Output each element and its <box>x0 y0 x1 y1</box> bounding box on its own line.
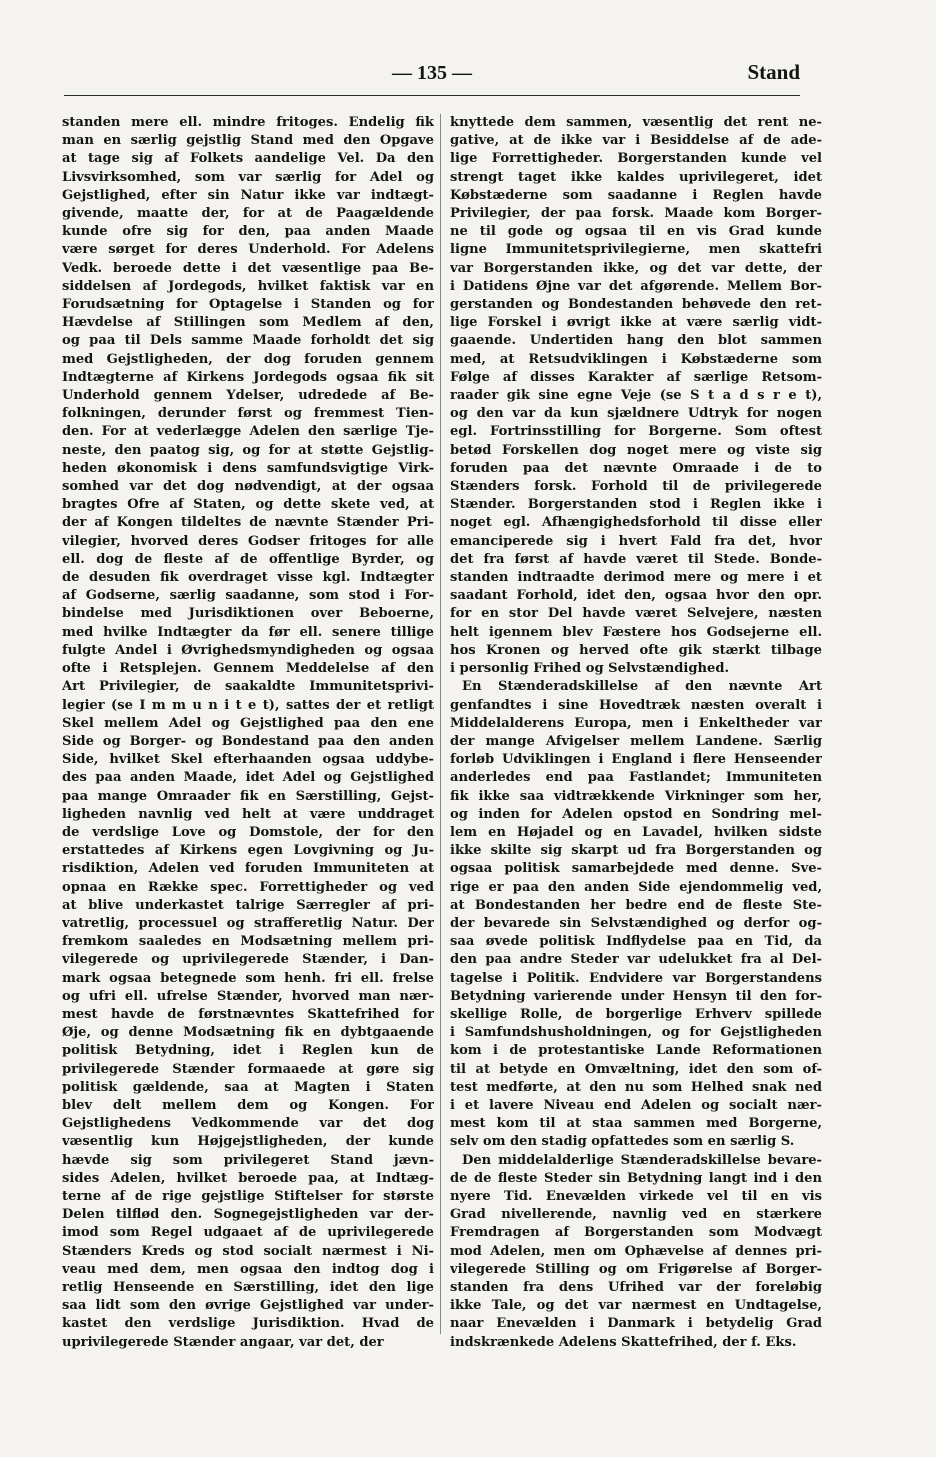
text-line: nyere Tid. Enevælden virkede vel til en vis <box>450 1188 822 1204</box>
text-line: terne af de rige gejstlige Stiftelser for største <box>62 1188 434 1204</box>
text-line: knyttede dem sammen, væsentlig det rent ne- <box>450 115 822 130</box>
right-column <box>450 114 822 1352</box>
text-line: fulgte Andel i Øvrighedsmyndigheden og ogsaa <box>62 642 434 658</box>
text-line: Øje, og denne Modsætning fik en dybtgaaende <box>62 1025 434 1041</box>
text-line: den. For at vederlægge Adelen den særlige Tje- <box>62 424 434 440</box>
text-line: Indtægterne af Kirkens Jordegods ogsaa fik sit <box>62 369 434 385</box>
text-line: i personlig Frihed og Selvstændighed. <box>450 661 730 677</box>
text-line: ligheden navnlig ved helt at være unddraget <box>62 806 434 822</box>
text-line: heden økonomisk i dens samfundsvigtige Virk- <box>62 460 434 476</box>
text-line: Stænders Kreds og stod socialt nærmest i Ni- <box>62 1243 434 1259</box>
text-line: lem en Højadel og en Lavadel, hvilken sidste <box>450 824 822 840</box>
text-line: bindelse med Jurisdiktionen over Beboerne, <box>62 606 434 622</box>
column-divider <box>440 114 441 1334</box>
text-line: at blive underkastet talrige Særregler af pri- <box>62 897 434 913</box>
text-line: skellige Rolle, de borgerlige Erhverv spillede <box>450 1006 822 1022</box>
text-line: Side, hvilket Skel efterhaanden ogsaa uddybe- <box>62 752 434 768</box>
text-line: emanciperede sig i hvert Fald fra det, hvor <box>450 533 822 549</box>
text-line: hævde sig som privilegeret Stand jævn- <box>62 1152 434 1168</box>
text-line: og paa til Dels samme Maade forholdt det sig <box>62 333 434 349</box>
text-line: rige er paa den anden Side ejendommelig ved, <box>450 879 822 895</box>
text-line: standen mere ell. mindre fritoges. Endelig fik <box>62 115 434 130</box>
text-line: ell. dog de fleste af de offentlige Byrder, og <box>62 551 434 567</box>
text-line: for en stor Del havde været Selvejere, næsten <box>450 606 822 622</box>
text-line: uprivilegerede Stænder angaar, var det, der <box>62 1334 384 1350</box>
header-rule <box>64 95 800 96</box>
text-line: risdiktion, Adelen ved foruden Immuniteten at <box>62 861 434 877</box>
text-line: de desuden fik overdraget visse kgl. Indtægter <box>62 570 434 586</box>
text-line: fremkom saaledes en Modsætning mellem pri- <box>62 934 434 950</box>
text-line: egl. Fortrinsstilling for Borgerne. Som oftest <box>450 424 822 440</box>
text-line: noget egl. Afhængighedsforhold til disse eller <box>450 515 822 531</box>
text-line: med, at Retsudviklingen i Købstæderne som <box>450 351 822 367</box>
text-line: Middelalderens Europa, men i Enkeltheder var <box>450 715 822 731</box>
text-line: imod som Regel udgaaet af de uprivilegerede <box>62 1225 434 1241</box>
text-line: standen indtraadte derimod mere og mere i et <box>450 570 822 586</box>
text-line: det fra først af havde været til Stede. Bonde- <box>450 551 822 567</box>
text-line: givende, maatte der, for at de Paagældende <box>62 206 434 222</box>
text-line: at tage sig af Folkets aandelige Vel. Da den <box>62 151 434 167</box>
text-line: siddelsen af Jordegods, hvilket faktisk var en <box>62 278 434 294</box>
text-line: bragtes Ofre af Staten, og dette skete ved, at <box>62 497 434 513</box>
text-line: ligne Immunitetsprivilegierne, men skattefri <box>450 242 822 258</box>
text-line: Livsvirksomhed, som var særlig for Adel og <box>62 169 434 185</box>
text-line: retlig Henseende en Særstilling, idet den lige <box>62 1280 434 1295</box>
text-line: og ufri ell. ufrelse Stænder, hvorved man nær- <box>62 988 434 1004</box>
running-head: Stand <box>747 60 800 84</box>
text-line: tagelse i Politik. Endvidere var Borgerstandens <box>450 970 822 986</box>
text-line: test medførte, at den nu som Helhed snak ned <box>450 1079 822 1095</box>
text-line: til at betyde en Omvæltning, idet den som of- <box>450 1061 822 1077</box>
text-line: hos Kronen og herved ofte gik stærkt tilbage <box>450 642 822 658</box>
text-line: de verdslige Love og Domstole, der for den <box>62 824 434 840</box>
text-line: forløb Udviklingen i England i flere Henseender <box>450 752 822 768</box>
text-line: paa mange Omraader fik en Særstilling, Gejst- <box>62 788 434 804</box>
text-line: Gejstlighed, efter sin Natur ikke var indtægt- <box>62 187 434 203</box>
text-line: erstattedes af Kirkens egen Lovgivning og Ju- <box>62 843 434 859</box>
text-line: Den middelalderlige Stænderadskillelse bevare- <box>462 1152 822 1168</box>
text-line: Hævdelse af Stillingen som Medlem af den, <box>62 315 434 331</box>
text-line: sides Adelen, hvilket beroede paa, at Indtæg- <box>62 1170 434 1186</box>
text-line: legier (se I m m u n i t e t), sattes der et retligt <box>62 697 434 713</box>
text-line: lige Forrettigheder. Borgerstanden kunde vel <box>450 151 822 167</box>
text-line: betød Forskellen dog noget mere og viste sig <box>450 442 822 458</box>
text-line: den paa andre Steder var udelukket fra al Del- <box>450 952 822 968</box>
text-line: der af Kongen tildeltes de nævnte Stænder Pri- <box>62 515 434 531</box>
text-line: politisk gældende, saa at Magten i Staten <box>62 1079 434 1095</box>
text-line: lige Forskel i øvrigt ikke at være særlig vidt- <box>450 315 822 331</box>
text-line: standen fra dens Ufrihed var der foreløbig <box>450 1280 822 1295</box>
text-line: saa øvede politisk Indflydelse paa en Tid, da <box>450 934 822 950</box>
text-line: Delen tilflød den. Sognegejstligheden var der- <box>62 1207 434 1223</box>
text-line: veau med dem, men ogsaa den indtog dog i <box>62 1261 434 1277</box>
text-line: somhed var det dog nødvendigt, at der ogsaa <box>62 479 434 495</box>
text-line: Stænders forsk. Forhold til de privilegerede <box>450 479 822 495</box>
text-line: blev delt mellem dem og Kongen. For <box>62 1097 434 1113</box>
text-line: Følge af disses Karakter af særlige Retsom- <box>450 369 822 385</box>
text-line: var Borgerstanden ikke, og det var dette, der <box>450 260 822 276</box>
text-line: gaaende. Undertiden hang den blot sammen <box>450 333 822 349</box>
text-line: politisk Betydning, idet i Reglen kun de <box>62 1043 434 1059</box>
text-line: opnaa en Række spec. Forrettigheder og ved <box>62 879 434 895</box>
text-line: strengt taget ikke kaldes uprivilegeret, idet <box>450 169 822 185</box>
page-header <box>64 58 800 92</box>
text-line: anderledes end paa Fastlandet; Immuniteten <box>450 770 822 786</box>
text-line: af Godserne, særlig saadanne, som stod i For- <box>62 588 434 604</box>
page-number: — 135 — <box>392 62 472 84</box>
text-line: foruden paa det nævnte Omraade i de to <box>450 460 822 476</box>
text-line: kastet den verdslige Jurisdiktion. Hvad de <box>62 1316 434 1332</box>
text-line: med hvilke Indtægter da før ell. senere tillige <box>62 624 434 640</box>
text-line: man en særlig gejstlig Stand med den Opgave <box>62 133 434 149</box>
text-line: Betydning varierende under Hensyn til den for- <box>450 988 822 1004</box>
text-line: vatretlig, processuel og strafferetlig Natur. Der <box>62 915 434 931</box>
text-line: saa lidt som den øvrige Gejstlighed var under- <box>62 1298 434 1314</box>
left-column <box>62 114 434 1352</box>
text-line: at Bondestanden her bedre end de fleste Ste- <box>450 897 822 913</box>
text-line: i Samfundshusholdningen, og for Gejstligheden <box>450 1025 822 1041</box>
text-line: mark ogsaa betegnede som henh. fri ell. frelse <box>62 970 434 986</box>
text-line: Købstæderne som saadanne i Reglen havde <box>450 187 822 203</box>
text-line: Gejstlighedens Vedkommende var det dog <box>62 1116 434 1132</box>
text-line: i Datidens Øjne var det afgørende. Mellem Bor- <box>450 278 822 294</box>
text-line: ne til gode og ogsaa til en vis Grad kunde <box>450 224 822 240</box>
text-line: og inden for Adelen opstod en Sondring mel- <box>450 806 822 822</box>
text-line: mest kom til at staa sammen med Borgerne, <box>450 1116 822 1132</box>
text-line: gerstanden og Bondestanden behøvede den ret- <box>450 297 822 313</box>
text-line: naar Enevælden i Danmark i betydelig Grad <box>450 1316 822 1332</box>
text-line: mod Adelen, men om Ophævelse af dennes pri- <box>450 1243 822 1259</box>
text-line: gative, at de ikke var i Besiddelse af de ade- <box>450 133 822 149</box>
text-line: folkningen, derunder først og fremmest Tien- <box>62 406 434 422</box>
text-line: være sørget for deres Underhold. For Adelens <box>62 242 434 258</box>
text-line: mest havde de førstnævntes Skattefrihed for <box>62 1006 434 1022</box>
text-line: Grad nivellerende, navnlig ved en stærkere <box>450 1207 822 1223</box>
text-line: Art Privilegier, de saakaldte Immunitetsprivi- <box>62 679 434 695</box>
text-line: helt igennem blev Fæstere hos Godsejerne ell. <box>450 624 822 640</box>
text-line: indskrænkede Adelens Skattefrihed, der f. Eks. <box>450 1334 797 1350</box>
text-line: Stænder. Borgerstanden stod i Reglen ikke i <box>450 497 822 513</box>
text-line: fik ikke saa vidtrækkende Virkninger som her, <box>450 788 822 804</box>
text-line: vilegerede Stilling og om Frigørelse af Borger- <box>450 1261 822 1277</box>
text-line: og den var da kun sjældnere Udtryk for nogen <box>450 406 822 422</box>
text-line: væsentlig kun Højgejstligheden, der kunde <box>62 1134 434 1150</box>
text-line: ikke Tale, og det var nærmest en Undtagelse, <box>450 1298 822 1314</box>
text-line: ikke skilte sig skarpt ud fra Borgerstanden og <box>450 843 822 859</box>
text-line: kunde ofre sig for den, paa anden Maade <box>62 224 434 240</box>
text-line: der bevarede sin Selvstændighed og derfor og- <box>450 915 822 931</box>
text-line: ofte i Retsplejen. Gennem Meddelelse af den <box>62 661 434 677</box>
text-line: Side og Borger- og Bondestand paa den anden <box>62 733 434 749</box>
text-line: der mange Afvigelser mellem Landene. Særlig <box>450 733 822 749</box>
text-line: vilegerede og uprivilegerede Stænder, i Dan- <box>62 952 434 968</box>
text-line: Vedk. beroede dette i det væsentlige paa Be- <box>62 260 434 276</box>
text-line: de de fleste Steder sin Betydning langt ind i den <box>450 1170 822 1186</box>
text-line: vilegier, hvorved deres Godser fritoges for alle <box>62 533 434 549</box>
text-line: Skel mellem Adel og Gejstlighed paa den ene <box>62 715 434 731</box>
text-line: des paa anden Maade, idet Adel og Gejstlighed <box>62 770 434 786</box>
text-line: Forudsætning for Optagelse i Standen og for <box>62 297 434 313</box>
text-line: Privilegier, der paa forsk. Maade kom Borger- <box>450 206 822 222</box>
text-line: med Gejstligheden, der dog foruden gennem <box>62 351 434 367</box>
text-line: Underhold gennem Ydelser, udredede af Be- <box>62 388 434 404</box>
text-line: genfandtes i sine Hovedtræk næsten overalt i <box>450 697 822 713</box>
text-line: neste, den paatog sig, og for at støtte Gejstlig- <box>62 442 434 458</box>
text-line: selv om den stadig opfattedes som en særlig S. <box>450 1134 795 1150</box>
text-line: Fremdragen af Borgerstanden som Modvægt <box>450 1225 822 1241</box>
text-line: kom i de protestantiske Lande Reformationen <box>450 1043 822 1059</box>
text-line: En Stænderadskillelse af den nævnte Art <box>462 679 822 695</box>
text-line: saadant Forhold, idet den, ogsaa hvor den opr. <box>450 588 822 604</box>
text-line: i et lavere Niveau end Adelen og socialt nær- <box>450 1097 822 1113</box>
text-line: ogsaa politisk samarbejdede med denne. Sve- <box>450 861 822 877</box>
text-line: privilegerede Stænder formaaede at gøre sig <box>62 1061 434 1077</box>
text-line: raader gik sine egne Veje (se S t a d s r e t), <box>450 388 822 404</box>
